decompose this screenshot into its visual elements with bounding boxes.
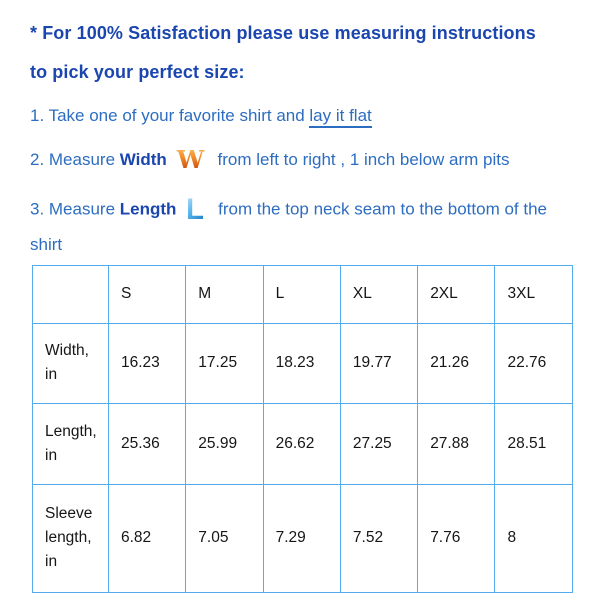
instruction-step-1 <box>30 104 578 128</box>
step2-term-width: Width <box>119 150 167 169</box>
letter-w-measure-icon <box>175 141 206 177</box>
size-value-cell: 25.36 <box>109 403 186 484</box>
step1-text: 1. Take one of your favorite shirt and <box>30 106 310 125</box>
step3-text: 3. Measure <box>30 199 120 218</box>
instruction-step-3 <box>30 191 575 261</box>
size-value-cell: 27.25 <box>340 403 417 484</box>
size-value-cell: 25.99 <box>186 403 263 484</box>
heading-line-1: * For 100% Satisfaction please use measuring instructions <box>30 23 536 43</box>
size-value-cell: 18.23 <box>263 323 340 403</box>
table-row <box>33 323 573 403</box>
step2-text: 2. Measure <box>30 150 120 169</box>
row-label: Length, in <box>33 403 109 484</box>
size-table-header-row <box>33 265 573 323</box>
size-value-cell: 7.29 <box>263 484 340 592</box>
satisfaction-heading <box>30 14 578 92</box>
size-value-cell: 17.25 <box>186 323 263 403</box>
step3-term-length: Length <box>119 199 177 218</box>
size-column-header: 3XL <box>495 265 572 323</box>
size-value-cell: 16.23 <box>109 323 186 403</box>
heading-line-2: to pick your perfect size: <box>30 62 245 82</box>
svg-text:W: W <box>176 144 204 174</box>
size-column-header: L <box>263 265 340 323</box>
size-value-cell: 22.76 <box>495 323 572 403</box>
corner-cell <box>33 265 109 323</box>
size-table-body <box>33 323 573 592</box>
size-chart-table <box>32 265 573 593</box>
row-label: Width, in <box>33 323 109 403</box>
size-value-cell: 28.51 <box>495 403 572 484</box>
size-value-cell: 7.76 <box>418 484 495 592</box>
table-row <box>33 403 573 484</box>
size-value-cell: 7.05 <box>186 484 263 592</box>
size-column-header: M <box>186 265 263 323</box>
size-value-cell: 6.82 <box>109 484 186 592</box>
size-value-cell: 26.62 <box>263 403 340 484</box>
instruction-step-2 <box>30 140 578 181</box>
row-label: Sleeve length, in <box>33 484 109 592</box>
size-value-cell: 7.52 <box>340 484 417 592</box>
table-row <box>33 484 573 592</box>
size-value-cell: 21.26 <box>418 323 495 403</box>
step2-suffix: from left to right , 1 inch below arm pits <box>212 150 510 169</box>
letter-l-measure-icon <box>184 191 206 225</box>
size-column-header: S <box>109 265 186 323</box>
size-value-cell: 19.77 <box>340 323 417 403</box>
size-value-cell: 8 <box>495 484 572 592</box>
svg-text:L: L <box>186 192 205 225</box>
size-value-cell: 27.88 <box>418 403 495 484</box>
step1-underlined-text: lay it flat <box>309 106 371 128</box>
size-column-header: XL <box>340 265 417 323</box>
size-column-header: 2XL <box>418 265 495 323</box>
step3-suffix: from the top neck seam to the bottom of the shirt <box>30 199 547 254</box>
